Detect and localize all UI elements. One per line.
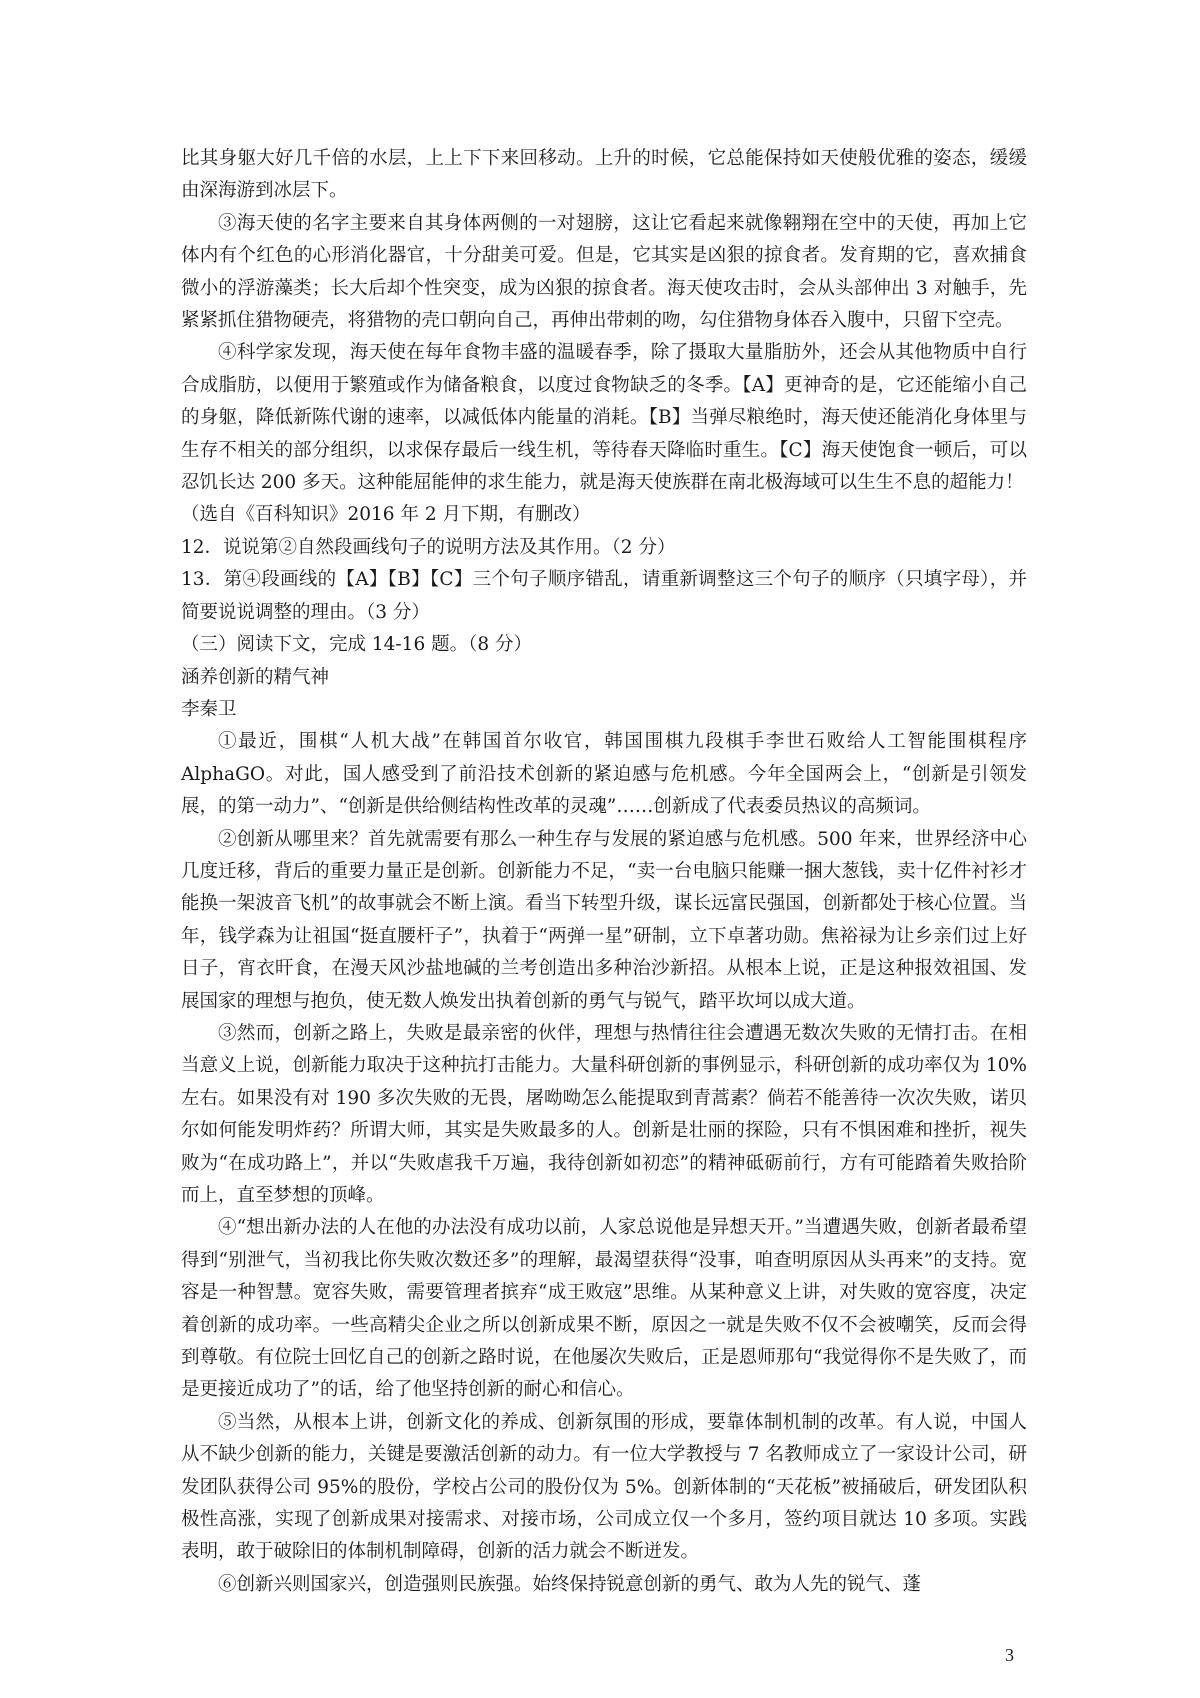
article-paragraph-4: ④“想出新办法的人在他的办法没有成功以前，人家总说他是异想天开。”当遭遇失败，创新者最希望得到“别泄气，当初我比你失败次数还多”的理解，最渴望获得“没事，咱查明原因从头再来”的支持。宽容是一种智慧。宽容失败，需要管理者摈弃“成王败寇”思维。从某种意义上讲，对失败的宽容度，决定着创新的成功率。一些高精尖企业之所以创新成果不断，原因之一就是失败不仅不会被嘲笑，反而会得到尊敬。有位院士回忆自己的创新之路时说，在他屡次失败后，正是恩师那句“我觉得你不是失败了，而是更接近成功了”的话，给了他坚持创新的耐心和信心。 (181, 1217, 1027, 1401)
paragraph-3: ③海天使的名字主要来自其身体两侧的一对翅膀，这让它看起来就像翱翔在空中的天使，再加上它体内有个红色的心形消化器官，十分甜美可爱。但是，它其实是凶狠的掠食者。发育期的它，喜欢捕食微小的浮游藻类；长大后却个性突变，成为凶狠的掠食者。海天使攻击时，会从头部伸出 3 对触手，先紧紧抓住猎物硬壳，将猎物的壳口朝向自己，再伸出带刺的吻，勾住猎物身体吞入腹中，只留下空壳。 (181, 212, 1027, 332)
question-13: 13．第④段画线的【A】【B】【C】三个句子顺序错乱，请重新调整这三个句子的顺序（只填字母），并简要说说调整的理由。（3 分） (181, 569, 1027, 623)
paragraph-4: ④科学家发现，海天使在每年食物丰盛的温暖春季，除了摄取大量脂肪外，还会从其他物质中自行合成脂肪，以便用于繁殖或作为储备粮食，以度过食物缺乏的冬季。【A】更神奇的是，它还能缩小自己的身躯，降低新陈代谢的速率，以减低体内能量的消耗。【B】当弹尽粮绝时，海天使还能消化身体里与生存不相关的部分组织，以求保存最后一线生机，等待春天降临时重生。【C】海天使饱食一顿后，可以忍饥长达 200 多天。这种能屈能伸的求生能力，就是海天使族群在南北极海域可以生生不息的超能力！ (181, 342, 1027, 494)
article-paragraph-2: ②创新从哪里来？首先就需要有那么一种生存与发展的紧迫感与危机感。500 年来，世界经济中心几度迁移，背后的重要力量正是创新。创新能力不足，“卖一台电脑只能赚一捆大葱钱，卖十亿件衬衫才能换一架波音飞机”的故事就会不断上演。看当下转型升级，谋长远富民强国，创新都处于核心位置。当年，钱学森为让祖国“挺直腰杆子”，执着于“两弹一星”研制，立下卓著功勋。焦裕禄为让乡亲们过上好日子，宵衣旰食，在漫天风沙盐地碱的兰考创造出多种治沙新招。从根本上说，正是这种报效祖国、发展国家的理想与抱负，使无数人焕发出执着创新的勇气与锐气，踏平坎坷以成大道。 (181, 828, 1027, 1012)
question-12: 12．说说第②自然段画线句子的说明方法及其作用。（2 分） (181, 536, 676, 558)
article-paragraph-6: ⑥创新兴则国家兴，创造强则民族强。始终保持锐意创新的勇气、敢为人先的锐气、蓬 (218, 1573, 922, 1595)
page-number: 3 (1005, 1645, 1014, 1665)
section-3-heading: （三）阅读下文，完成 14-16 题。（8 分） (181, 634, 532, 656)
article-paragraph-3: ③然而，创新之路上，失败是最亲密的伙伴，理想与热情往往会遭遇无数次失败的无情打击。在相当意义上说，创新能力取决于这种抗打击能力。大量科研创新的事例显示，科研创新的成功率仅为 10%左右。如果没有对 190 多次失败的无畏，屠呦呦怎么能提取到青蒿素？倘若不能善待一次次失败，诺贝尔如何能发明炸药？所谓大师，其实是失败最多的人。创新是壮丽的探险，只有不惧困难和挫折，视失败为“在成功路上”，并以“失败虐我千万遍，我待创新如初恋”的精神砥砺前行，方有可能踏着失败拾阶而上，直至梦想的顶峰。 (181, 1022, 1027, 1206)
article-paragraph-5: ⑤当然，从根本上讲，创新文化的养成、创新氛围的形成，要靠体制机制的改革。有人说，中国人从不缺少创新的能力，关键是要激活创新的动力。有一位大学教授与 7 名教师成立了一家设计公司，研发团队获得公司 95%的股份，学校占公司的股份仅为 5%。创新体制的“天花板”被捅破后，研发团队积极性高涨，实现了创新成果对接需求、对接市场，公司成立仅一个多月，签约项目就达 10 多项。实践表明，敢于破除旧的体制机制障碍，创新的活力就会不断迸发。 (181, 1411, 1027, 1563)
article-paragraph-1: ①最近，围棋“人机大战”在韩国首尔收官，韩国围棋九段棋手李世石败给人工智能围棋程序 AlphaGO。对此，国人感受到了前沿技术创新的紧迫感与危机感。今年全国两会上，“创新是引领发展，的第一动力”、“创新是供给侧结构性改革的灵魂”……创新成了代表委员热议的高频词。 (181, 731, 1027, 818)
article-title: 涵养创新的精气神 (181, 666, 330, 688)
page-content (181, 143, 1027, 1601)
article-author: 李秦卫 (181, 698, 237, 720)
passage-continuation: 比其身躯大好几千倍的水层，上上下下来回移动。上升的时候，它总能保持如天使般优雅的姿态，缓缓由深海游到冰层下。 (181, 148, 1027, 202)
source-note: （选自《百科知识》2016 年 2 月下期，有删改） (181, 504, 591, 526)
